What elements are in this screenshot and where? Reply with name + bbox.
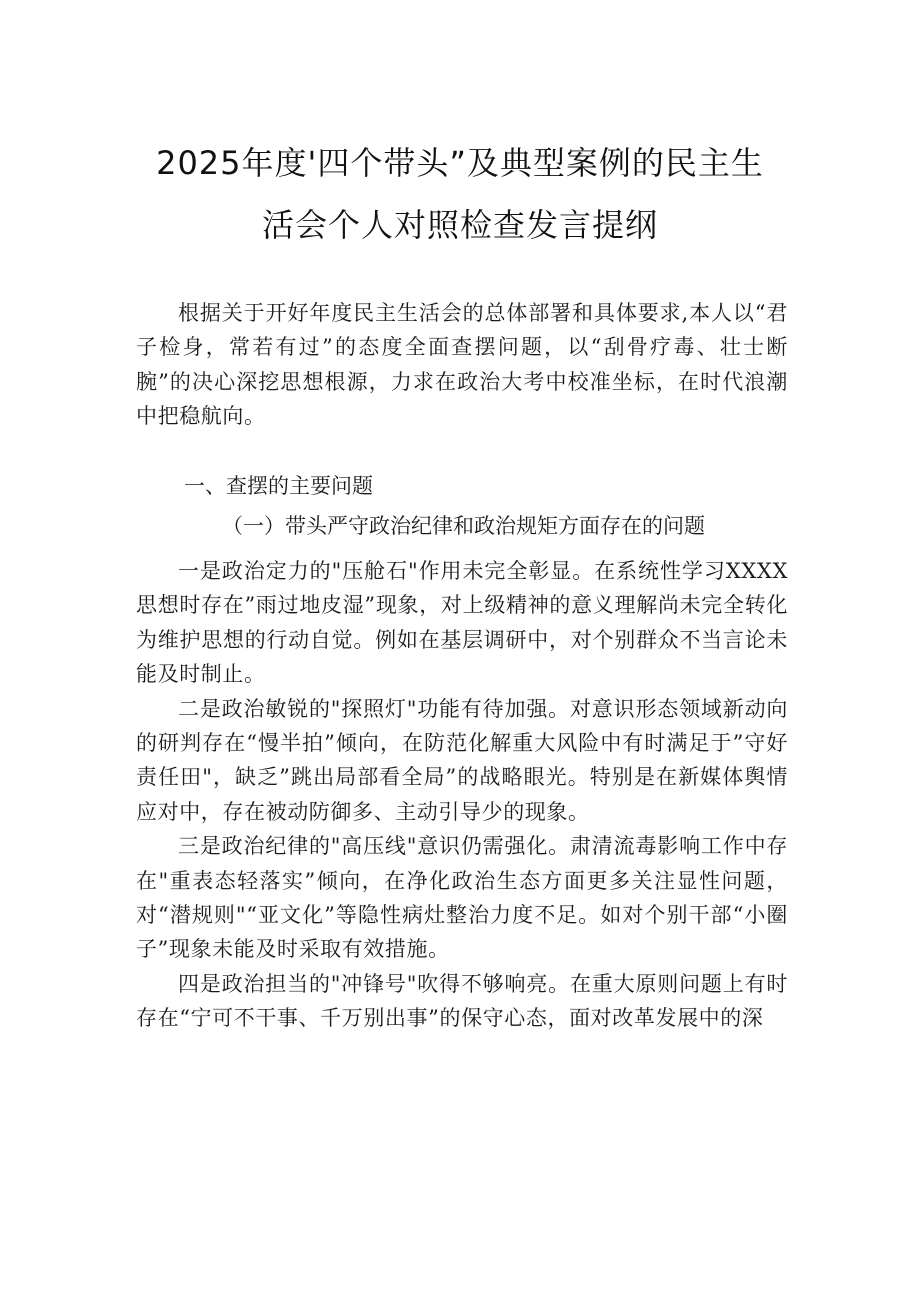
problem-paragraph-1: 一是政治定力的"压舱石"作用未完全彰显。在系统性学习XXXX思想时存在”雨过地皮湿”现象，对上级精神的意义理解尚未完全转化为维护思想的行动自觉。例如在基层调研中，对个别群众不当言论未能及时制止。 (136, 559, 788, 687)
problem-paragraph-4: 四是政治担当的"冲锋号"吹得不够响亮。在重大原则问题上有时存在“宁可不干事、千万别出事”的保守心态，面对改革发展中的深 (136, 971, 788, 1031)
intro-paragraph-block (136, 296, 788, 434)
document-title-line-1: 2025年度'四个带头”及典型案例的民主生 (156, 144, 764, 182)
problem-paragraphs (136, 554, 788, 1036)
intro-paragraph: 根据关于开好年度民主生活会的总体部署和具体要求,本人以“君子检身，常若有过”的态度全面查摆问题，以“刮骨疗毒、壮士断腕”的决心深挖思想根源，力求在政治大考中校准坐标，在时代浪潮中把稳航向。 (136, 301, 788, 429)
problem-paragraph-3: 三是政治纪律的"高压线"意识仍需强化。肃清流毒影响工作中存在"重表态轻落实”倾向，在净化政治生态方面更多关注显性问题，对“潜规则"“亚文化”等隐性病灶整治力度不足。如对个别干部“小圈子”现象未能及时采取有效措施。 (136, 834, 788, 962)
section-heading: 一、查摆的主要问题 (184, 474, 373, 498)
document-title-line-2: 活会个人对照检查发言提纲 (261, 206, 658, 244)
problem-paragraph-2: 二是政治敏锐的"探照灯"功能有待加强。对意识形态领域新动向的研判存在“慢半拍”倾向，在防范化解重大风险中有时满足于”守好责任田"，缺乏”跳出局部看全局”的战略眼光。特别是在新媒体舆情应对中，存在被动防御多、主动引导少的现象。 (136, 696, 788, 824)
subsection-heading: （一）带头严守政治纪律和政治规矩方面存在的问题 (222, 514, 705, 538)
